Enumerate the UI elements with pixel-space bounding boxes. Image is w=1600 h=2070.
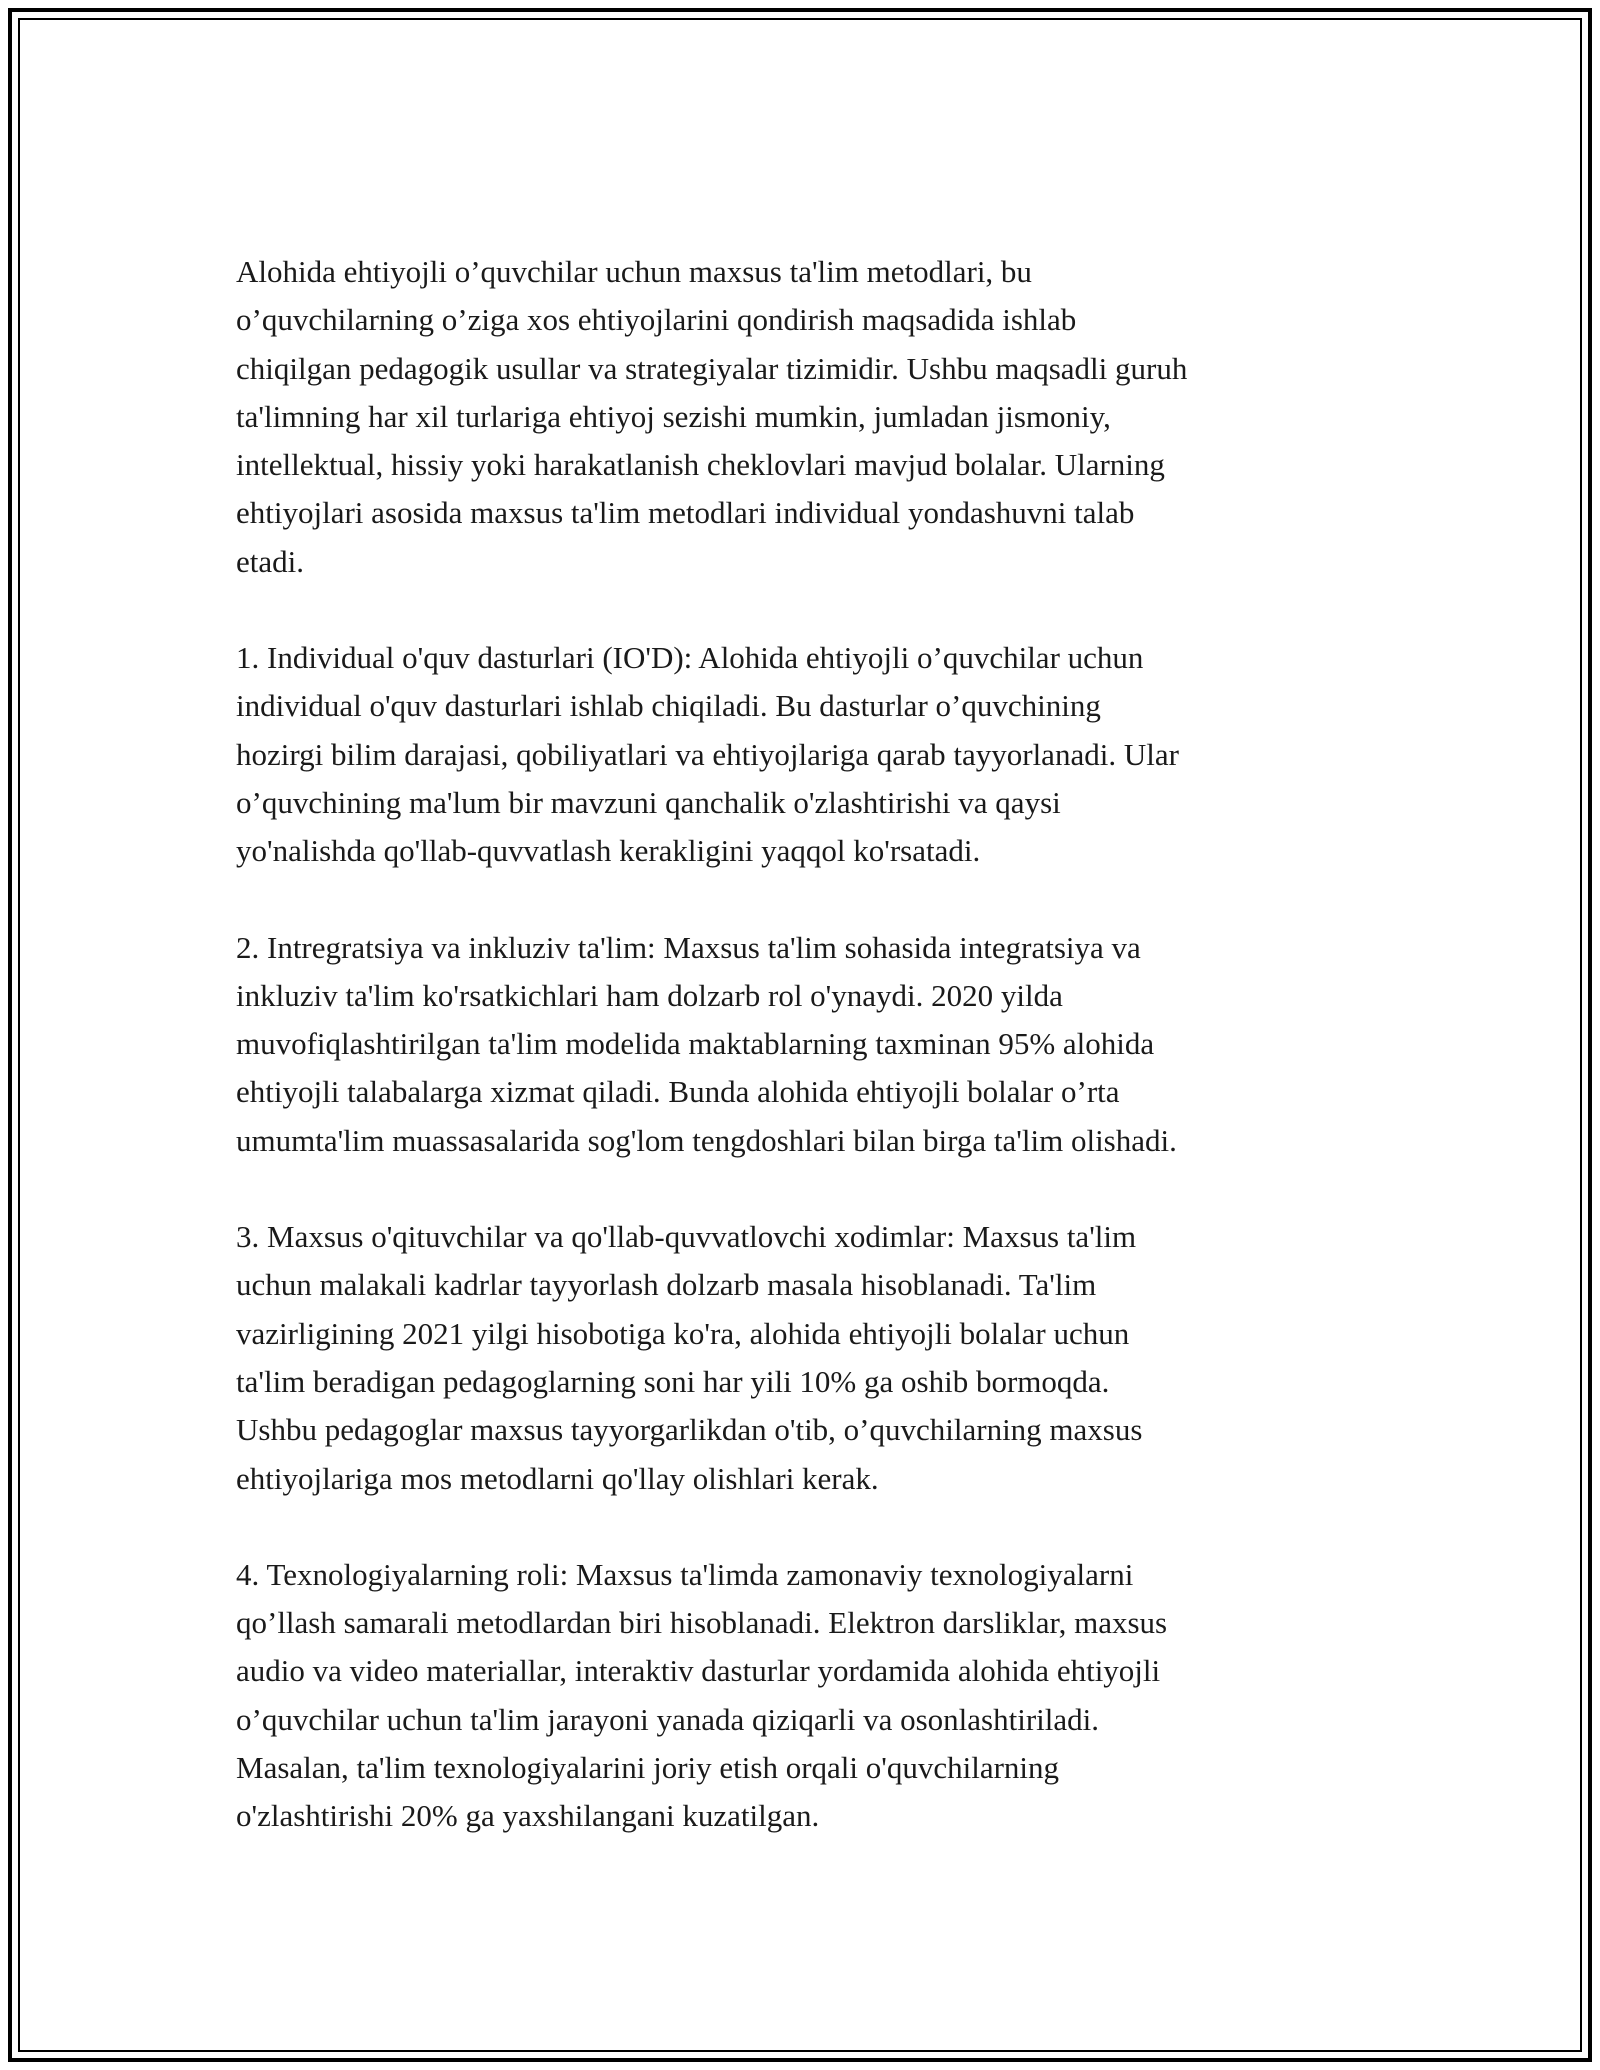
section-integration-inclusion: 2. Intregratsiya va inkluziv ta'lim: Maxsus ta'lim sohasida integratsiya va inkluziv ta'lim ko'rsatkichlari ham dolzarb rol o'ynaydi. 2020 yilda muvofiqlashtirilgan ta'lim modelida maktablarning taxminan 95% alohida ehtiyojli talabalarga xizmat qiladi. Bunda alohida ehtiyojli bolalar o’rta umumta'lim muassasalarida sog'lom tengdoshlari bilan birga ta'lim olishadi.: [236, 929, 1177, 1158]
section-individual-programs: 1. Individual o'quv dasturlari (IO'D): Alohida ehtiyojli o’quvchilar uchun individual o'quv dasturlari ishlab chiqiladi. Bu dasturlar o’quvchining hozirgi bilim darajasi, qobiliyatlari va ehtiyojlariga qarab tayyorlanadi. Ular o’quvchining ma'lum bir mavzuni qanchalik o'zlashtirishi va qaysi yo'nalishda qo'llab-quvvatlash kerakligini yaqqol ko'rsatadi.: [236, 640, 1179, 869]
section-special-teachers: 3. Maxsus o'qituvchilar va qo'llab-quvvatlovchi xodimlar: Maxsus ta'lim uchun malakali kadrlar tayyorlash dolzarb masala hisoblanadi. Ta'lim vazirligining 2021 yilgi hisobotiga ko'ra, alohida ehtiyojli bolalar uchun ta'lim beradigan pedagoglarning soni har yili 10% ga oshib bormoqda. Ushbu pedagoglar maxsus tayyorgarlikdan o'tib, o’quvchilarning maxsus ehtiyojlariga mos metodlarni qo'llay olishlari kerak.: [236, 1219, 1143, 1496]
document-body: [236, 248, 1376, 1889]
section-technologies: 4. Texnologiyalarning roli: Maxsus ta'limda zamonaviy texnologiyalarni qo’llash samarali metodlardan biri hisoblanadi. Elektron darsliklar, maxsus audio va video materiallar, interaktiv dasturlar yordamida alohida ehtiyojli o’quvchilar uchun ta'lim jarayoni yanada qiziqarli va osonlashtiriladi. Masalan, ta'lim texnologiyalarini joriy etish orqali o'quvchilarning o'zlashtirishi 20% ga yaxshilangani kuzatilgan.: [236, 1556, 1168, 1834]
intro-paragraph: Alohida ehtiyojli o’quvchilar uchun maxsus ta'lim metodlari, bu o’quvchilarning o’ziga xos ehtiyojlarini qondirish maqsadida ishlab chiqilgan pedagogik usullar va strategiyalar tizimidir. Ushbu maqsadli guruh ta'limning har xil turlariga ehtiyoj sezishi mumkin, jumladan jismoniy, intellektual, hissiy yoki harakatlanish cheklovlari mavjud bolalar. Ularning ehtiyojlari asosida maxsus ta'lim metodlari individual yondashuvni talab etadi.: [236, 254, 1188, 579]
